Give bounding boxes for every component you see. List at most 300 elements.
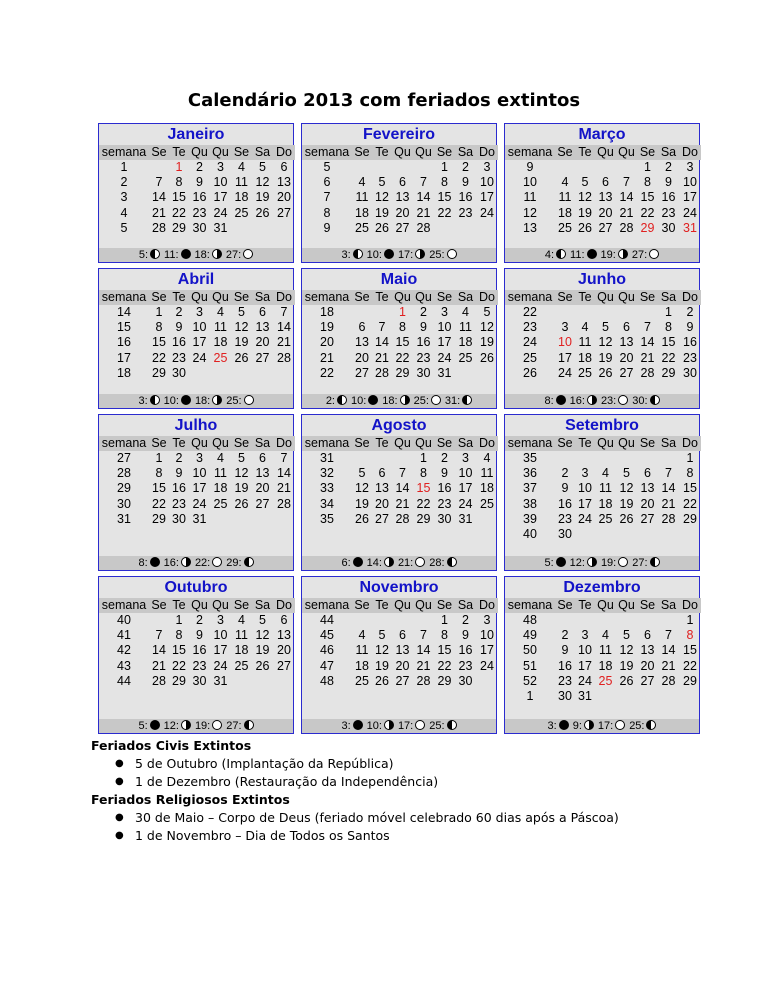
day-cell: 22	[416, 496, 431, 511]
moon-full-icon	[649, 249, 659, 259]
moon-date: 31:	[444, 395, 461, 407]
empty-cell	[189, 366, 210, 381]
day-cell: 28	[277, 350, 291, 365]
empty-cell	[476, 674, 498, 689]
empty-cell	[575, 527, 595, 542]
day-cell: 15	[395, 335, 410, 350]
week-row	[302, 351, 498, 366]
day-cell: 30	[683, 365, 697, 380]
day-cell: 15	[152, 481, 166, 496]
religiosos-heading: Feriados Religiosos Extintos	[91, 792, 290, 807]
empty-cell	[575, 160, 595, 175]
day-cell: 16	[683, 335, 697, 350]
moon-full-icon	[243, 249, 253, 259]
week-row	[505, 512, 701, 527]
day-cell: 13	[255, 320, 270, 335]
month-março	[504, 123, 700, 263]
day-cell: 19	[234, 335, 249, 350]
week-row	[505, 466, 701, 481]
column-header: Sa	[455, 145, 476, 160]
column-header: Do	[679, 598, 701, 613]
week-row	[505, 451, 701, 466]
week-row	[302, 481, 498, 496]
day-cell: 20	[255, 335, 270, 350]
week-row	[505, 221, 701, 236]
week-number: 12	[523, 205, 537, 220]
column-header: Do	[679, 436, 701, 451]
day-cell: 4	[217, 451, 224, 465]
day-cell: 9	[175, 466, 183, 481]
moon-date: 23:	[600, 395, 617, 407]
day-cell: 7	[420, 628, 427, 643]
moon-phase	[569, 248, 597, 262]
week-number: 50	[523, 643, 537, 658]
day-cell: 21	[640, 350, 655, 365]
column-header: Te	[575, 598, 595, 613]
day-cell: 16	[192, 643, 207, 658]
day-cell: 6	[644, 628, 651, 643]
day-cell: 12	[234, 320, 249, 335]
week-number: 28	[117, 466, 131, 481]
column-header: Qu	[392, 436, 413, 451]
week-number: 48	[523, 613, 537, 627]
day-cell: 25	[355, 673, 369, 688]
month-table	[302, 290, 498, 381]
empty-cell	[595, 451, 616, 466]
day-cell: 26	[375, 220, 389, 235]
week-row	[99, 305, 295, 320]
week-number: 31	[320, 451, 334, 465]
week-row	[505, 481, 701, 496]
week-number: 35	[523, 451, 537, 465]
column-header: Sa	[658, 290, 679, 305]
week-number: 8	[323, 205, 331, 220]
moon-first-icon	[181, 720, 191, 730]
column-header: Te	[169, 436, 189, 451]
day-cell: 1	[155, 305, 163, 319]
empty-cell	[231, 366, 252, 381]
day-cell: 9	[462, 175, 469, 190]
day-cell: 24	[192, 350, 207, 365]
empty-cell	[372, 451, 392, 466]
month-table	[302, 145, 498, 236]
moon-date: 18:	[194, 249, 210, 261]
month-setembro	[504, 414, 700, 571]
moon-new-icon	[150, 720, 160, 730]
column-header: Qu	[413, 145, 434, 160]
day-cell: 16	[661, 190, 676, 205]
day-cell: 8	[441, 628, 448, 643]
day-cell: 28	[661, 673, 676, 688]
moon-phase	[225, 719, 254, 733]
column-header: Te	[169, 145, 189, 160]
day-cell: 26	[234, 350, 249, 365]
moon-first-icon	[384, 720, 394, 730]
moon-date: 5:	[138, 249, 149, 261]
day-cell: 9	[561, 643, 569, 658]
week-number: 9	[526, 160, 534, 174]
day-cell: 2	[175, 451, 183, 465]
week-row	[302, 366, 498, 381]
day-cell: 21	[277, 335, 291, 350]
day-cell: 27	[395, 220, 410, 235]
day-cell: 30	[192, 220, 207, 235]
day-cell: 27	[277, 205, 291, 220]
moon-phase	[428, 556, 457, 570]
day-cell: 18	[558, 205, 572, 220]
day-cell: 26	[619, 673, 634, 688]
day-cell: 14	[416, 190, 431, 205]
moon-phase	[340, 248, 363, 262]
week-number: 18	[117, 365, 131, 380]
moon-phases	[505, 248, 699, 262]
moon-date: 16:	[163, 557, 179, 569]
week-number: 13	[523, 220, 537, 235]
day-cell: 2	[561, 628, 569, 643]
day-cell: 22	[437, 658, 452, 673]
column-header: semana	[99, 290, 149, 305]
day-cell: 19	[375, 205, 389, 220]
column-header: semana	[302, 290, 352, 305]
day-cell: 7	[155, 628, 163, 643]
day-cell: 13	[355, 335, 369, 350]
day-cell: 27	[255, 496, 270, 511]
empty-cell	[476, 221, 498, 236]
day-cell: 1	[441, 160, 448, 174]
day-cell: 7	[280, 451, 288, 465]
moon-phase	[225, 248, 254, 262]
day-cell: 22	[395, 350, 410, 365]
day-cell: 16	[437, 481, 452, 496]
column-header: Qu	[392, 145, 413, 160]
week-number: 30	[117, 496, 131, 511]
notes-section	[91, 737, 619, 845]
day-cell: 23	[172, 350, 186, 365]
week-number: 9	[323, 220, 331, 235]
day-cell: 2	[196, 160, 203, 174]
day-cell: 19	[480, 335, 494, 350]
moon-full-icon	[244, 395, 254, 405]
moon-phase	[137, 394, 160, 408]
column-header: Se	[149, 598, 169, 613]
column-header: Sa	[252, 290, 273, 305]
day-cell: 26	[255, 658, 270, 673]
moon-phases	[302, 394, 496, 408]
moon-phase	[225, 556, 254, 570]
day-cell: 22	[437, 205, 452, 220]
week-number: 44	[320, 613, 334, 627]
day-cell: 30	[416, 365, 431, 380]
day-cell: 8	[665, 320, 672, 335]
empty-cell	[637, 613, 658, 628]
column-header: Sa	[455, 598, 476, 613]
column-header: Sa	[252, 598, 273, 613]
day-cell: 8	[441, 175, 448, 190]
column-header: Se	[149, 290, 169, 305]
week-number: 32	[320, 466, 334, 481]
day-cell: 15	[661, 335, 676, 350]
day-cell: 24	[578, 673, 592, 688]
empty-cell	[658, 451, 679, 466]
week-number: 16	[117, 335, 131, 350]
day-cell: 23	[661, 205, 676, 220]
day-cell: 24	[192, 496, 207, 511]
day-cell: 20	[598, 205, 613, 220]
moon-full-icon	[618, 395, 628, 405]
week-number: 19	[320, 320, 334, 335]
list-item: ● 1 de Novembro – Dia de Todos os Santos	[91, 827, 619, 845]
month-table	[505, 598, 701, 704]
day-cell: 29	[661, 365, 676, 380]
moon-first-icon	[212, 249, 222, 259]
day-cell: 10	[213, 628, 228, 643]
moon-phase	[397, 556, 426, 570]
moon-date: 6:	[341, 557, 351, 569]
moon-phase	[543, 394, 566, 408]
day-cell: 11	[599, 481, 612, 496]
day-cell: 14	[661, 481, 676, 496]
week-row	[302, 160, 498, 175]
day-cell: 27	[375, 511, 389, 526]
month-name: Fevereiro	[362, 126, 436, 143]
page-title: Calendário 2013 com feriados extintos	[187, 90, 581, 111]
day-cell: 1	[644, 160, 651, 174]
day-cell: 7	[420, 175, 427, 190]
month-fevereiro	[301, 123, 497, 263]
day-cell: 10	[480, 628, 494, 643]
week-row	[99, 160, 295, 175]
week-row	[99, 221, 295, 236]
month-outubro	[98, 576, 294, 734]
empty-cell	[231, 221, 252, 236]
day-cell: 17	[458, 481, 473, 496]
month-name: Setembro	[565, 417, 639, 434]
moon-date: 3:	[341, 720, 351, 732]
day-cell: 22	[683, 496, 697, 511]
day-cell: 7	[399, 466, 406, 481]
empty-cell	[616, 689, 637, 704]
day-cell: 5	[623, 466, 630, 481]
week-row	[302, 613, 498, 628]
day-cell: 5	[581, 175, 589, 190]
day-cell: 28	[619, 220, 634, 235]
day-cell: 1	[175, 160, 183, 174]
week-row	[505, 643, 701, 658]
empty-cell	[637, 305, 658, 320]
day-cell: 17	[558, 350, 572, 365]
day-cell: 25	[213, 496, 228, 511]
day-cell: 23	[437, 496, 452, 511]
day-cell: 10	[437, 320, 452, 335]
week-number: 11	[523, 190, 537, 205]
column-header: Se	[637, 598, 658, 613]
day-cell: 17	[480, 643, 494, 658]
column-header: Se	[231, 598, 252, 613]
day-cell: 26	[234, 496, 249, 511]
day-cell: 11	[355, 190, 369, 205]
empty-cell	[352, 613, 372, 628]
moon-date: 10:	[366, 249, 382, 261]
day-cell: 7	[378, 320, 386, 335]
moon-phases	[505, 719, 699, 733]
day-cell: 30	[558, 689, 572, 704]
week-row	[505, 628, 701, 643]
month-table	[99, 290, 295, 381]
day-cell: 10	[458, 466, 473, 481]
day-cell: 19	[619, 496, 634, 511]
day-cell: 6	[378, 466, 386, 481]
empty-cell	[637, 527, 658, 542]
week-number: 43	[117, 658, 131, 673]
week-number: 5	[120, 220, 128, 235]
week-row	[505, 175, 701, 190]
column-header: semana	[302, 145, 352, 160]
moon-phase	[163, 556, 192, 570]
month-agosto	[301, 414, 497, 571]
empty-cell	[210, 366, 231, 381]
week-row	[505, 305, 701, 320]
week-number: 10	[523, 175, 537, 190]
column-header: Se	[434, 436, 455, 451]
week-number: 31	[117, 511, 131, 526]
day-cell: 13	[619, 335, 634, 350]
day-cell: 3	[561, 320, 569, 335]
day-cell: 21	[277, 481, 291, 496]
day-cell: 8	[155, 466, 163, 481]
day-cell: 15	[172, 643, 186, 658]
week-number: 41	[117, 628, 131, 643]
column-header: Sa	[658, 598, 679, 613]
day-cell: 4	[483, 451, 491, 465]
moon-last-icon	[353, 249, 363, 259]
moon-date: 3:	[547, 720, 557, 732]
day-cell: 19	[255, 643, 270, 658]
day-cell: 20	[395, 658, 410, 673]
day-cell: 25	[598, 511, 613, 526]
empty-cell	[595, 613, 616, 628]
moon-date: 18:	[382, 395, 398, 407]
moon-full-icon	[415, 557, 425, 567]
day-cell: 12	[619, 643, 634, 658]
column-header: Qu	[616, 290, 637, 305]
day-cell: 29	[683, 673, 697, 688]
column-header: Qu	[616, 598, 637, 613]
day-cell: 29	[152, 365, 166, 380]
column-header: Se	[555, 436, 575, 451]
day-cell: 6	[644, 466, 651, 481]
day-cell: 11	[578, 335, 592, 350]
week-number: 45	[320, 628, 334, 643]
day-cell: 22	[683, 658, 697, 673]
moon-date: 2:	[325, 395, 335, 407]
day-cell: 18	[598, 496, 613, 511]
moon-phases	[99, 394, 293, 408]
week-number: 4	[120, 205, 128, 220]
moon-date: 10:	[163, 395, 179, 407]
day-cell: 2	[665, 160, 672, 174]
day-cell: 1	[175, 613, 183, 627]
day-cell: 26	[598, 365, 613, 380]
day-cell: 10	[192, 320, 207, 335]
moon-phase	[163, 248, 191, 262]
column-header: Qu	[210, 436, 231, 451]
day-cell: 3	[196, 451, 203, 465]
week-row	[99, 320, 295, 335]
empty-cell	[273, 221, 295, 236]
empty-cell	[434, 221, 455, 236]
day-cell: 25	[558, 220, 572, 235]
day-cell: 25	[458, 350, 473, 365]
moon-last-icon	[337, 395, 347, 405]
day-cell: 4	[217, 305, 224, 319]
day-cell: 17	[578, 496, 592, 511]
moon-phase	[428, 248, 457, 262]
moon-phase	[569, 556, 598, 570]
day-cell: 30	[458, 673, 473, 688]
day-cell: 4	[358, 175, 366, 190]
day-cell: 14	[152, 190, 166, 205]
week-row	[302, 175, 498, 190]
day-cell: 7	[665, 628, 672, 643]
week-row	[302, 320, 498, 335]
moon-phase	[325, 394, 348, 408]
week-row	[99, 674, 295, 689]
column-header: Te	[575, 436, 595, 451]
week-row	[302, 305, 498, 320]
day-cell: 9	[196, 628, 203, 643]
day-cell: 27	[640, 511, 655, 526]
day-cell: 23	[416, 350, 431, 365]
day-cell: 9	[175, 320, 183, 335]
moon-date: 19:	[194, 720, 211, 732]
moon-new-icon	[181, 395, 191, 405]
day-cell: 7	[623, 175, 630, 190]
day-cell: 18	[480, 481, 494, 496]
moon-date: 3:	[138, 395, 148, 407]
week-number: 51	[523, 658, 537, 673]
day-cell: 21	[661, 658, 676, 673]
day-cell: 18	[578, 350, 592, 365]
moon-phase	[163, 394, 192, 408]
moon-date: 10:	[366, 720, 382, 732]
day-cell: 4	[238, 613, 245, 627]
column-header: Se	[231, 290, 252, 305]
empty-cell	[252, 221, 273, 236]
day-cell: 18	[458, 335, 473, 350]
day-cell: 17	[192, 481, 207, 496]
moon-phase	[194, 719, 223, 733]
day-cell: 16	[458, 643, 473, 658]
day-cell: 21	[395, 496, 410, 511]
day-cell: 11	[355, 643, 369, 658]
moon-phase	[544, 248, 567, 262]
column-header: Sa	[252, 436, 273, 451]
day-cell: 20	[277, 190, 291, 205]
moon-date: 25:	[226, 395, 242, 407]
day-cell: 23	[458, 205, 473, 220]
month-name: Novembro	[359, 579, 439, 596]
week-number: 24	[523, 335, 537, 350]
day-cell: 9	[561, 481, 569, 496]
day-cell: 8	[644, 175, 651, 190]
empty-cell	[616, 160, 637, 175]
day-cell: 5	[259, 613, 266, 627]
moon-new-icon	[181, 249, 191, 259]
day-cell: 27	[598, 220, 613, 235]
moon-phase	[194, 394, 223, 408]
day-cell: 15	[437, 190, 452, 205]
day-cell: 11	[558, 190, 572, 205]
